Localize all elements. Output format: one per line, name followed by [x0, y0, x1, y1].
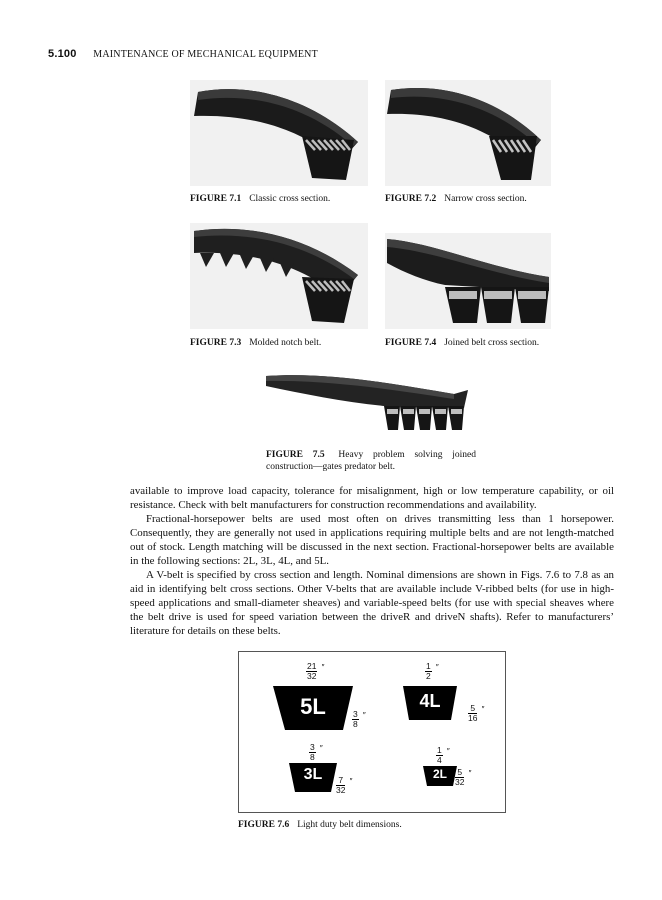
belt-4l-depth: 5 16 ″: [468, 703, 485, 723]
figure-7-2-caption: [385, 194, 527, 204]
figure-label: FIGURE 7.2: [385, 194, 437, 204]
figure-label: FIGURE 7.4: [385, 338, 437, 348]
belt-5l-width: 21 32 ″: [307, 661, 325, 681]
caption-text: Joined belt cross section.: [444, 338, 540, 348]
caption-text: Molded notch belt.: [249, 338, 322, 348]
figure-label: FIGURE 7.6: [238, 820, 290, 830]
belt-4l-label: 4L: [419, 691, 441, 711]
running-header: [48, 48, 318, 60]
belt-2l-depth: 5 32 ″: [455, 767, 472, 787]
belt-3l-depth: 7 32 ″: [336, 775, 353, 795]
belt-4l-width: 1 2 ″: [426, 661, 439, 681]
figure-7-6-caption: [238, 820, 402, 830]
figure-label: FIGURE 7.1: [190, 194, 242, 204]
figure-7-5-image: [264, 366, 474, 438]
belt-2l-width: 1 4 ″: [437, 745, 450, 765]
figure-label: FIGURE 7.5: [266, 450, 325, 460]
figure-7-5-caption: [266, 449, 476, 473]
belt-3l-width: 3 8 ″: [310, 742, 323, 762]
figure-7-2-image: [385, 80, 551, 186]
belt-3l-label: 3L: [303, 766, 323, 783]
caption-text: Light duty belt dimensions.: [297, 820, 402, 830]
figure-7-1-caption: [190, 194, 330, 204]
figure-7-3-image: [190, 223, 368, 329]
body-text: [130, 484, 614, 638]
belt-5l-label: 5L: [300, 694, 326, 719]
figure-7-6-diagram: [238, 651, 506, 813]
paragraph: Fractional-horsepower belts are used most often on drives transmitting less than 1 horsepower. Consequently, they are generally not used in applications requiring multiple belts and are not length-matched out of stock. Length matching will be discussed in the next section. Fractional-horsepower belts are available in the following sections: 2L, 3L, 4L, and 5L.: [130, 513, 614, 567]
figure-label: FIGURE 7.3: [190, 338, 242, 348]
figure-7-4-image: [385, 233, 551, 329]
page-number: 5.100: [48, 48, 77, 60]
paragraph: A V-belt is specified by cross section and length. Nominal dimensions are shown in Figs. 7.6 to 7.8 as an aid in identifying belt cross sections. Other V-belts that are available include V-ribbed belts (for use in high-speed applications and small-diameter sheaves) and variable-speed belts (for use with special sheaves where the belt drive is used for speed variation between the driveR and driveN shafts). Refer to manufacturers’ literature for details on these belts.: [130, 569, 614, 637]
running-title: MAINTENANCE OF MECHANICAL EQUIPMENT: [93, 49, 318, 60]
caption-text: Narrow cross section.: [444, 194, 527, 204]
belt-2l-label: 2L: [432, 767, 447, 781]
caption-text: Heavy problem solving joined construction—gates predator belt.: [266, 450, 476, 472]
figure-7-4-caption: [385, 338, 539, 348]
figure-7-3-caption: [190, 338, 321, 348]
paragraph: available to improve load capacity, tolerance for misalignment, high or low temperature capability, or oil resistance. Check with belt manufacturers for construction recommendations and availability.: [130, 485, 614, 511]
figure-7-1-image: [190, 80, 368, 186]
caption-text: Classic cross section.: [249, 194, 331, 204]
belt-5l-depth: 3 8 ″: [353, 709, 366, 729]
